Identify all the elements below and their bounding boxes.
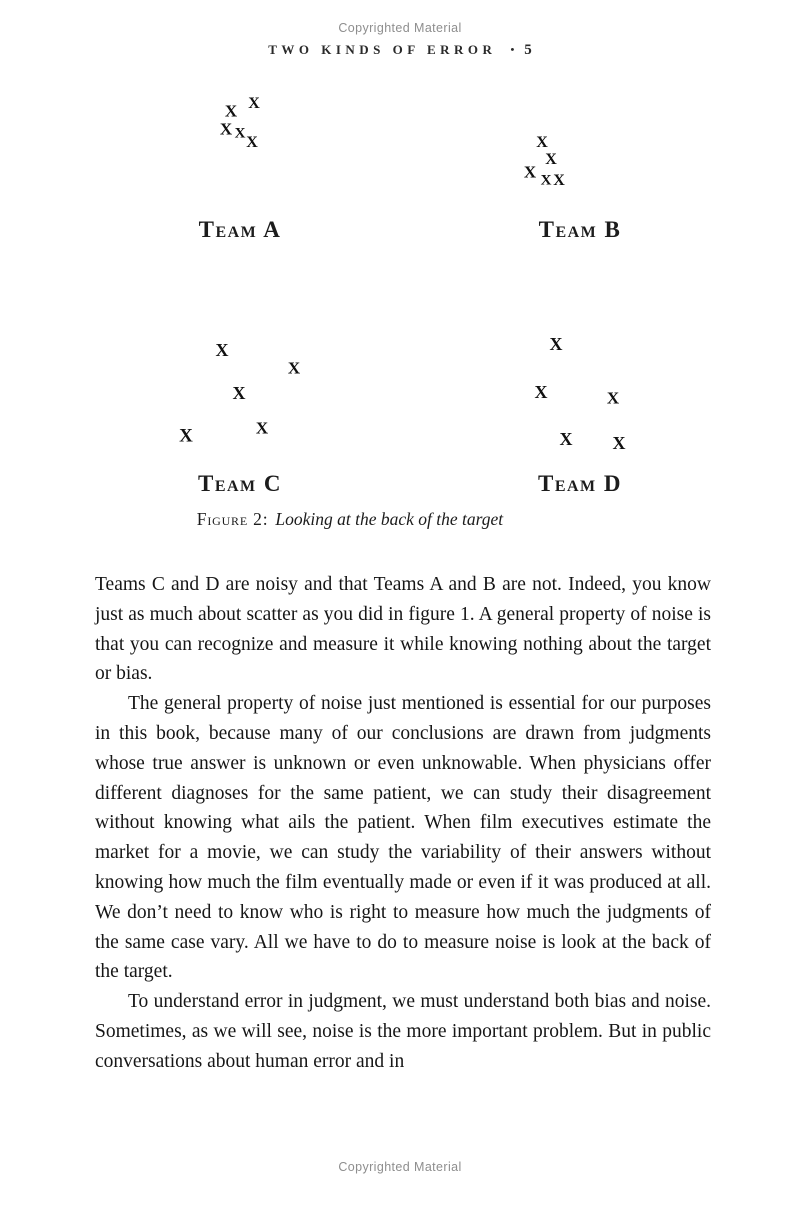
scatter-x-mark: X <box>536 134 548 151</box>
paragraph: Teams C and D are noisy and that Teams A and B are not. Indeed, you know just as much about scatter as you did in figure 1. A general property of noise is that you can recognize and measure it while knowing nothing about the target or bias. <box>95 574 711 685</box>
team-b-label: Team B <box>538 217 622 242</box>
scatter-x-mark: X <box>248 95 260 112</box>
page-number: 5 <box>524 42 532 58</box>
copyright-notice-bottom: Copyrighted Material <box>338 1160 462 1174</box>
scatter-x-mark: X <box>287 358 301 378</box>
scatter-x-mark: X <box>255 418 269 438</box>
copyright-notice-top: Copyrighted Material <box>338 21 462 35</box>
paragraph: To understand error in judgment, we must understand both bias and noise. Sometimes, as we will see, noise is the more important problem. But in public conversations about human error and in <box>95 991 711 1072</box>
scatter-x-mark: X <box>219 119 233 139</box>
scatter-x-mark: X <box>179 425 193 447</box>
scatter-x-mark: X <box>523 162 537 182</box>
scatter-x-mark: X <box>606 388 620 408</box>
scatter-x-mark: X <box>549 334 563 354</box>
scatter-x-mark: X <box>553 172 565 189</box>
team-a-label: Team A <box>198 217 282 242</box>
scatter-x-mark: X <box>612 433 626 453</box>
scatter-x-mark: X <box>540 172 552 189</box>
figure-caption-label: Figure 2: <box>196 509 269 529</box>
figure-caption <box>0 509 700 530</box>
bullet-separator: • <box>510 44 515 56</box>
paragraph: The general property of noise just mentioned is essential for our purposes in this book, because many of our conclusions are drawn from judgments whose true answer is unknown or even unknowable. When physicians offer different diagnoses for the same patient, we can study their disagreement without knowing what ails the patient. When film executives estimate the market for a movie, we can study the variability of their answers without knowing how much the film eventually made or even if it was produced at all. We don’t need to know who is right to measure how much the judgments of the same case vary. All we have to do to measure noise is look at the back of the target. <box>95 693 711 983</box>
running-head-title: TWO KINDS OF ERROR <box>268 42 497 57</box>
scatter-x-mark: X <box>224 101 238 121</box>
team-c-label: Team C <box>197 471 283 496</box>
figure-caption-text: Looking at the back of the target <box>275 509 504 529</box>
scatter-x-mark: X <box>534 382 548 402</box>
scatter-x-mark: X <box>246 134 258 151</box>
scatter-x-mark: X <box>215 340 229 360</box>
scatter-x-mark: X <box>232 383 246 403</box>
figure-scatter <box>0 0 800 545</box>
team-d-label: Team D <box>537 471 623 496</box>
scatter-x-mark: X <box>234 125 246 142</box>
body-text <box>95 570 711 1077</box>
scatter-x-mark: X <box>545 151 557 168</box>
scatter-x-mark: X <box>559 429 573 449</box>
